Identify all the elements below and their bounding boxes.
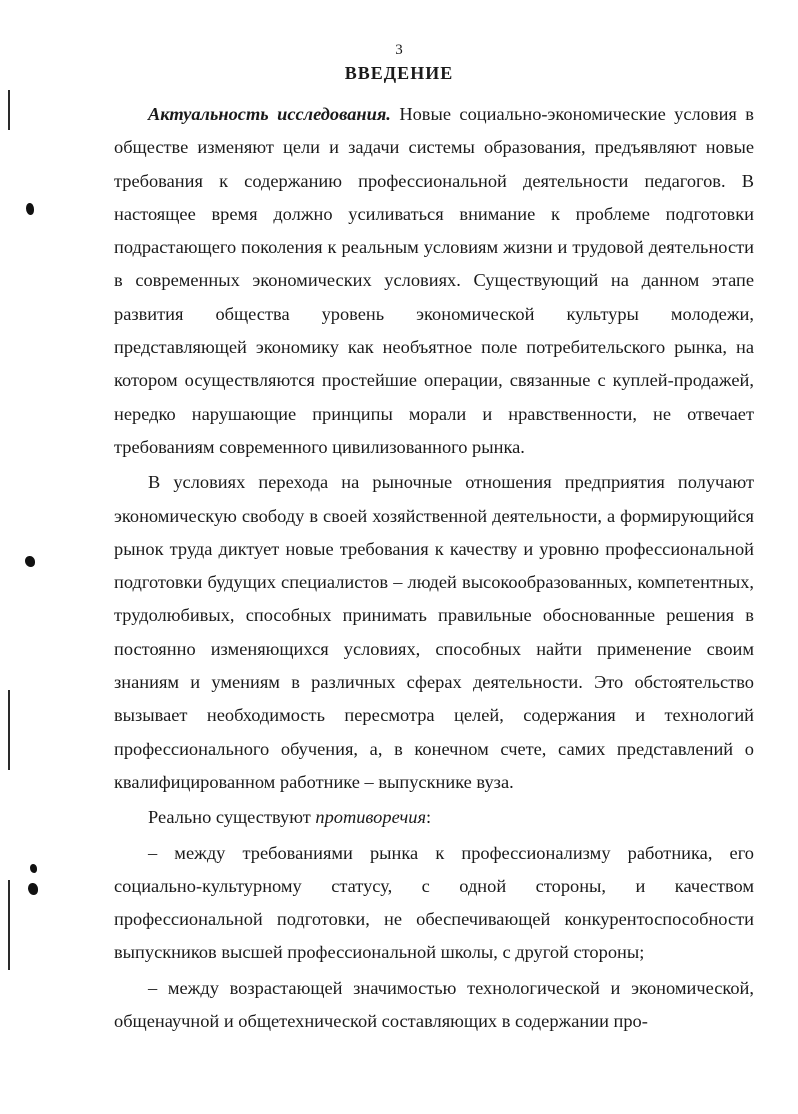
paragraph-tail: :: [426, 807, 432, 828]
paragraph-text: В условиях перехода на рыночные отношения предприятия получают экономическую свободу в своей хозяйственной деятельности, а формирующийся рынок труда диктует новые требования к качеству и уровню профессиональной подготовки будущих специалистов – людей высокообразованных, компетентных, трудолюбивых, способных принимать правильные обоснованные решения в постоянно изменяющихся условиях, способных найти применение своим знаниям и умениям в различных сферах деятельности. Это обстоятельство вызывает необходимость пересмотра целей, содержания и технологий профессионального обучения, а, в конечном счете, самих представлений о квалифицированном работнике – выпускнике вуза.: [114, 472, 754, 792]
paragraph-contradiction-1: [114, 837, 754, 970]
paragraph-market-transition: [114, 466, 754, 799]
scan-mark: [25, 556, 35, 567]
paragraph-contradiction-2: [114, 972, 754, 1039]
paragraph-text: Новые социально-экономические условия в обществе изменяют цели и задачи системы образования, предъявляют новые требования к содержанию профессиональной деятельности педагогов. В настоящее время должно усиливаться внимание к проблеме подготовки подрастающего поколения к реальным условиям жизни и трудовой деятельности в современных экономических условиях. Существующий на данном этапе развития общества уровень экономической культуры молодежи, представляющей экономику как необъятное поле потребительского рынка, на котором осуществляются простейшие операции, связанные с куплей-продажей, нередко нарушающие принципы морали и нравственности, не отвечает требованиям современного цивилизованного рынка.: [114, 104, 754, 457]
scan-margin-line: [8, 880, 10, 970]
paragraph-relevance: [114, 98, 754, 464]
scan-mark: [26, 203, 34, 215]
paragraph-text: – между возрастающей значимостью технологической и экономической, общенаучной и общетехнической составляющих в содержании про-: [114, 977, 754, 1032]
page-title: ВВЕДЕНИЕ: [344, 63, 454, 83]
body-text: [114, 98, 754, 1040]
paragraph-contradictions-intro: [114, 801, 754, 834]
paragraph-emphasis: противоречия: [315, 807, 427, 828]
page-number: 3: [395, 42, 403, 58]
scan-margin-line: [8, 690, 10, 770]
paragraph-lead: Актуальность исследования.: [148, 104, 391, 124]
paragraph-text: Реально существуют: [148, 807, 316, 828]
scan-mark: [30, 864, 37, 873]
paragraph-text: – между требованиями рынка к профессионализму работника, его социально-культурному статусу, с одной стороны, и качеством профессиональной подготовки, не обеспечивающей конкурентоспособности выпускников высшей профессиональной школы, с другой стороны;: [114, 842, 754, 963]
scan-mark: [28, 883, 38, 895]
scan-margin-line: [8, 90, 10, 130]
